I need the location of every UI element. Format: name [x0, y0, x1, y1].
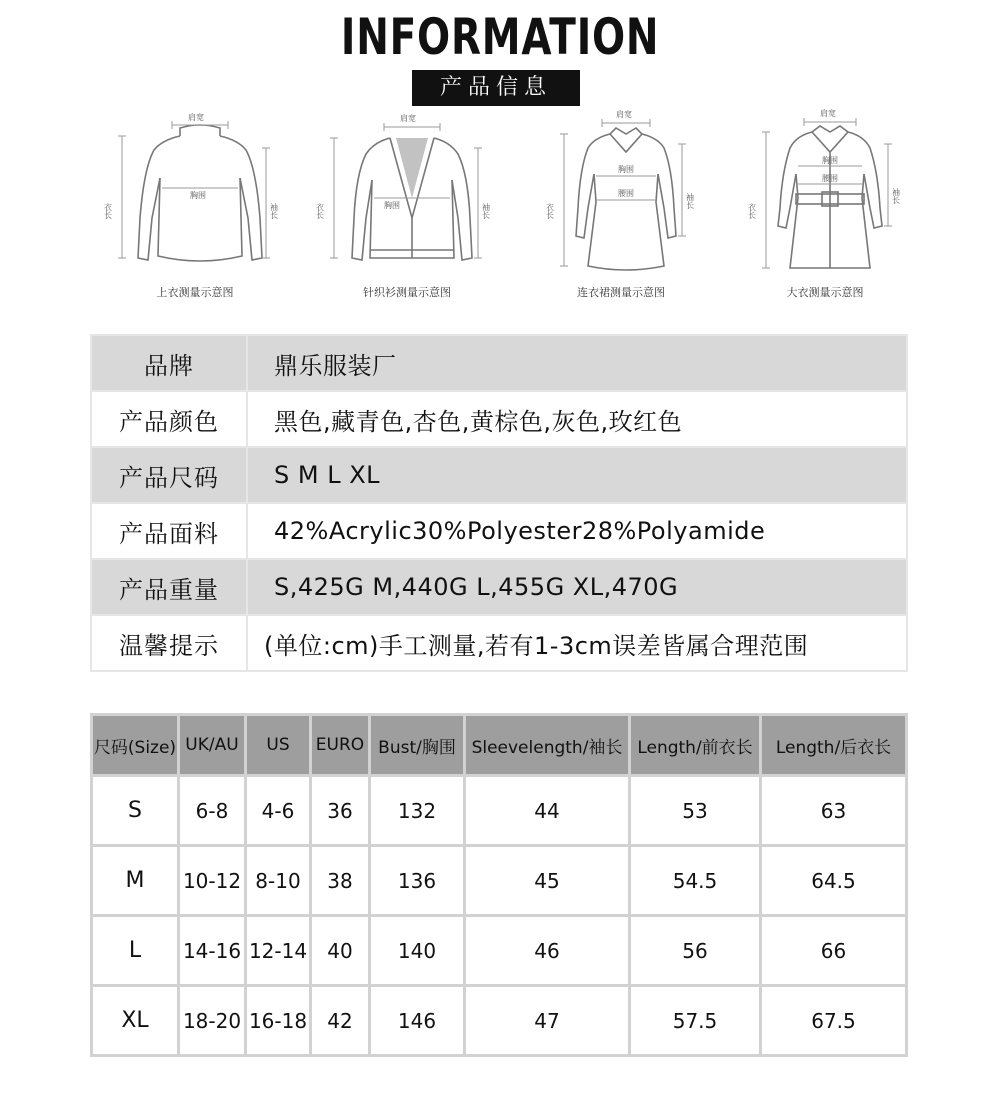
fig4-shoulder-label: 肩宽	[820, 109, 836, 118]
fig1-length-label: 衣长	[103, 203, 113, 219]
info-key: 温馨提示	[91, 615, 247, 671]
size-cell: 10-12	[180, 847, 244, 914]
heading-title-en: INFORMATION	[340, 8, 660, 66]
size-cell: 146	[371, 987, 463, 1054]
info-value: 黑色,藏青色,杏色,黄棕色,灰色,玫红色	[247, 391, 907, 447]
size-header: UK/AU	[180, 716, 244, 774]
info-row	[91, 335, 907, 391]
figure-top	[100, 108, 290, 303]
size-header: US	[247, 716, 309, 774]
fig2-shoulder-label: 肩宽	[400, 114, 416, 123]
size-cell: 44	[466, 777, 628, 844]
fig4-length-label: 衣长	[747, 203, 757, 219]
info-value: 42%Acrylic30%Polyester28%Polyamide	[247, 503, 907, 559]
dress-sketch-icon	[526, 108, 716, 283]
cardigan-sketch-icon	[312, 108, 502, 283]
info-row	[91, 391, 907, 447]
size-header: 尺码(Size)	[93, 716, 177, 774]
size-cell: XL	[93, 987, 177, 1054]
size-header: Sleevelength/袖长	[466, 716, 628, 774]
size-cell: 6-8	[180, 777, 244, 844]
size-cell: 136	[371, 847, 463, 914]
size-cell: 18-20	[180, 987, 244, 1054]
info-key: 产品重量	[91, 559, 247, 615]
info-value: S,425G M,440G L,455G XL,470G	[247, 559, 907, 615]
size-cell: M	[93, 847, 177, 914]
fig1-chest-label: 胸围	[190, 191, 206, 200]
top-sketch-icon	[100, 108, 290, 283]
size-cell: 53	[631, 777, 759, 844]
size-cell: 67.5	[762, 987, 905, 1054]
fig3-waist-label: 腰围	[618, 189, 634, 198]
info-key: 产品尺码	[91, 447, 247, 503]
size-cell: 66	[762, 917, 905, 984]
size-cell: 54.5	[631, 847, 759, 914]
size-row	[93, 987, 905, 1054]
figure-cardigan	[312, 108, 502, 303]
fig3-shoulder-label: 肩宽	[616, 110, 632, 119]
fig3-length-label: 衣长	[545, 203, 555, 219]
fig2-length-label: 衣长	[315, 203, 325, 219]
fig3-sleeve-label: 袖长	[685, 193, 695, 209]
info-key: 产品颜色	[91, 391, 247, 447]
size-cell: 4-6	[247, 777, 309, 844]
size-cell: 38	[312, 847, 368, 914]
fig2-sleeve-label: 袖长	[481, 203, 491, 219]
fig3-caption: 连衣裙测量示意图	[577, 286, 665, 299]
size-chart-table	[90, 713, 908, 1057]
fig4-caption: 大衣测量示意图	[786, 286, 864, 299]
size-cell: 56	[631, 917, 759, 984]
info-value: 鼎乐服装厂	[247, 335, 907, 391]
fig4-sleeve-label: 袖长	[891, 188, 901, 204]
size-cell: 40	[312, 917, 368, 984]
size-cell: 132	[371, 777, 463, 844]
measurement-figures	[90, 108, 910, 308]
product-info-table	[90, 334, 908, 672]
size-cell: 140	[371, 917, 463, 984]
size-header: EURO	[312, 716, 368, 774]
size-cell: 42	[312, 987, 368, 1054]
size-cell: 12-14	[247, 917, 309, 984]
size-cell: 14-16	[180, 917, 244, 984]
size-cell: 46	[466, 917, 628, 984]
heading	[0, 8, 1000, 100]
size-header: Bust/胸围	[371, 716, 463, 774]
fig1-sleeve-label: 袖长	[269, 203, 279, 219]
size-cell: 16-18	[247, 987, 309, 1054]
figure-dress	[526, 108, 716, 303]
fig2-caption: 针织衫测量示意图	[363, 286, 451, 299]
info-value: S M L XL	[247, 447, 907, 503]
info-row	[91, 615, 907, 671]
info-row	[91, 503, 907, 559]
fig4-waist-label: 腰围	[822, 174, 838, 183]
size-row	[93, 917, 905, 984]
size-cell: 63	[762, 777, 905, 844]
size-cell: L	[93, 917, 177, 984]
heading-title-zh: 产品信息	[412, 70, 580, 106]
size-cell: 57.5	[631, 987, 759, 1054]
size-header-row	[93, 716, 905, 774]
info-key: 品牌	[91, 335, 247, 391]
size-header: Length/前衣长	[631, 716, 759, 774]
size-header: Length/后衣长	[762, 716, 905, 774]
size-cell: 47	[466, 987, 628, 1054]
size-cell: 64.5	[762, 847, 905, 914]
info-key: 产品面料	[91, 503, 247, 559]
fig1-shoulder-label: 肩宽	[188, 113, 204, 122]
size-cell: 36	[312, 777, 368, 844]
fig2-chest-label: 胸围	[384, 201, 400, 210]
fig4-chest-label: 胸围	[822, 156, 838, 165]
figure-coat	[730, 108, 920, 303]
size-cell: 8-10	[247, 847, 309, 914]
info-value: (单位:cm)手工测量,若有1-3cm误差皆属合理范围	[247, 615, 907, 671]
info-row	[91, 559, 907, 615]
size-row	[93, 777, 905, 844]
size-cell: S	[93, 777, 177, 844]
size-cell: 45	[466, 847, 628, 914]
fig1-caption: 上衣测量示意图	[156, 286, 234, 299]
fig3-chest-label: 胸围	[618, 165, 634, 174]
coat-sketch-icon	[730, 108, 920, 283]
info-row	[91, 447, 907, 503]
size-row	[93, 847, 905, 914]
